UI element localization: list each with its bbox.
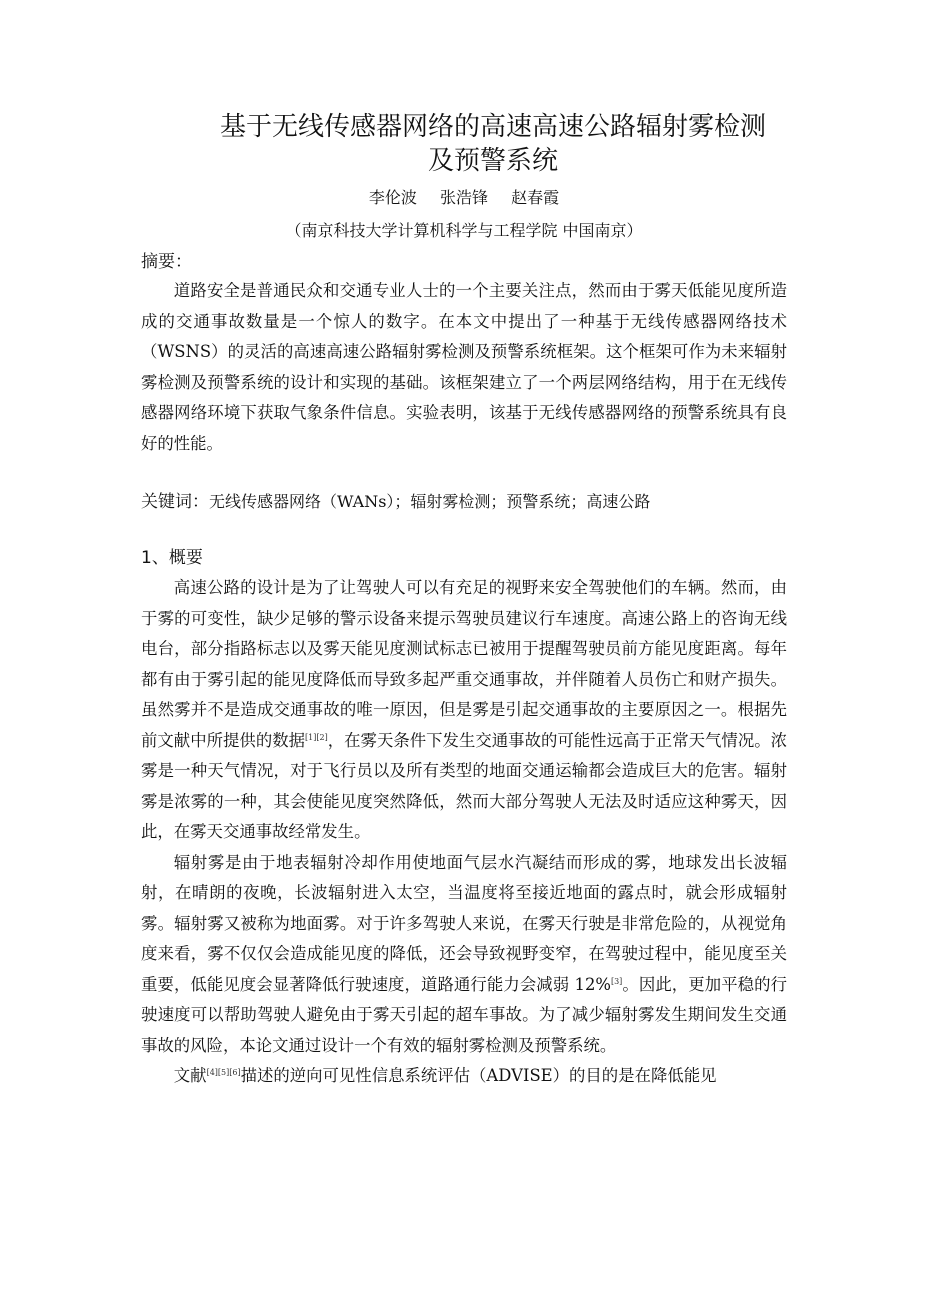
author-1: 李伦波 (368, 188, 417, 207)
paragraph-2-text-b: 。因此，更加平稳的行驶速度可以帮助驾驶人避免由于雾天引起的超车事故。为了减少辐射雾发生期间发生交通事故的风险，本论文通过设计一个有效的辐射雾检测及预警系统。 (141, 974, 788, 1055)
paragraph-2-text-a: 辐射雾是由于地表辐射冷却作用使地面气层水汽凝结而形成的雾，地球发出长波辐射，在晴朗的夜晚，长波辐射进入太空，当温度将至接近地面的露点时，就会形成辐射雾。辐射雾又被称为地面雾。对于许多驾驶人来说，在雾天行驶是非常危险的，从视觉角度来看，雾不仅仅会造成能见度的降低，还会导致视野变窄，在驾驶过程中，能见度至关重要，低能见度会显著降低行驶速度，道路通行能力会减弱 12% (141, 852, 787, 994)
author-list (141, 186, 787, 210)
citation-1-2: [1][2] (305, 732, 328, 742)
citation-4-5-6: [4][5][6] (206, 1068, 241, 1077)
paper-title (141, 110, 787, 178)
paper-page (141, 110, 787, 1092)
abstract-heading: 摘要： (141, 252, 192, 272)
author-3: 赵春霞 (511, 188, 560, 207)
title-line-1: 基于无线传感器网络的高速高速公路辐射雾检测 (219, 112, 766, 142)
body-paragraph-3 (141, 1061, 787, 1092)
paragraph-3-text-b: 描述的逆向可见性信息系统评估（ADVISE）的目的是在降低能见 (240, 1066, 717, 1085)
title-line-2: 及预警系统 (427, 146, 558, 176)
paragraph-3-text-a: 文献 (173, 1066, 207, 1085)
keywords-text: 无线传感器网络（WANs）；辐射雾检测；预警系统；高速公路 (209, 492, 651, 511)
paragraph-1-text-b: ，在雾天条件下发生交通事故的可能性远高于正常天气情况。浓雾是一种天气情况，对于飞行员以及所有类型的地面交通运输都会造成巨大的危害。辐射雾是浓雾的一种，其会使能见度突然降低，然而大部分驾驶人无法及时适应这种雾天，因此，在雾天交通事故经常发生。 (141, 730, 788, 841)
abstract-text: 道路安全是普通民众和交通专业人士的一个主要关注点，然而由于雾天低能见度所造成的交通事故数量是一个惊人的数字。在本文中提出了一种基于无线传感器网络技术（WSNS）的灵活的高速高速公路辐射雾检测及预警系统框架。这个框架可作为未来辐射雾检测及预警系统的设计和实现的基础。该框架建立了一个两层网络结构，用于在无线传感器网络环境下获取气象条件信息。实验表明，该基于无线传感器网络的预警系统具有良好的性能。 (141, 281, 787, 453)
section-heading: 1、概要 (141, 548, 203, 568)
author-2: 张浩锋 (439, 188, 488, 207)
body-paragraph-2 (141, 848, 787, 1062)
keywords (141, 487, 787, 517)
keywords-label: 关键词： (141, 492, 209, 512)
affiliation: （南京科技大学计算机科学与工程学院 中国南京） (285, 221, 643, 240)
citation-3: [3] (610, 976, 623, 986)
paragraph-1-text-a: 高速公路的设计是为了让驾驶人可以有充足的视野来安全驾驶他们的车辆。然而，由于雾的可变性，缺少足够的警示设备来提示驾驶员建议行车速度。高速公路上的咨询无线电台，部分指路标志以及雾天能见度测试标志已被用于提醒驾驶员前方能见度距离。每年都有由于雾引起的能见度降低而导致多起严重交通事故，并伴随着人员伤亡和财产损失。虽然雾并不是造成交通事故的唯一原因，但是雾是引起交通事故的主要原因之一。根据先前文献中所提供的数据 (141, 578, 787, 750)
body-paragraph-1 (141, 573, 787, 848)
